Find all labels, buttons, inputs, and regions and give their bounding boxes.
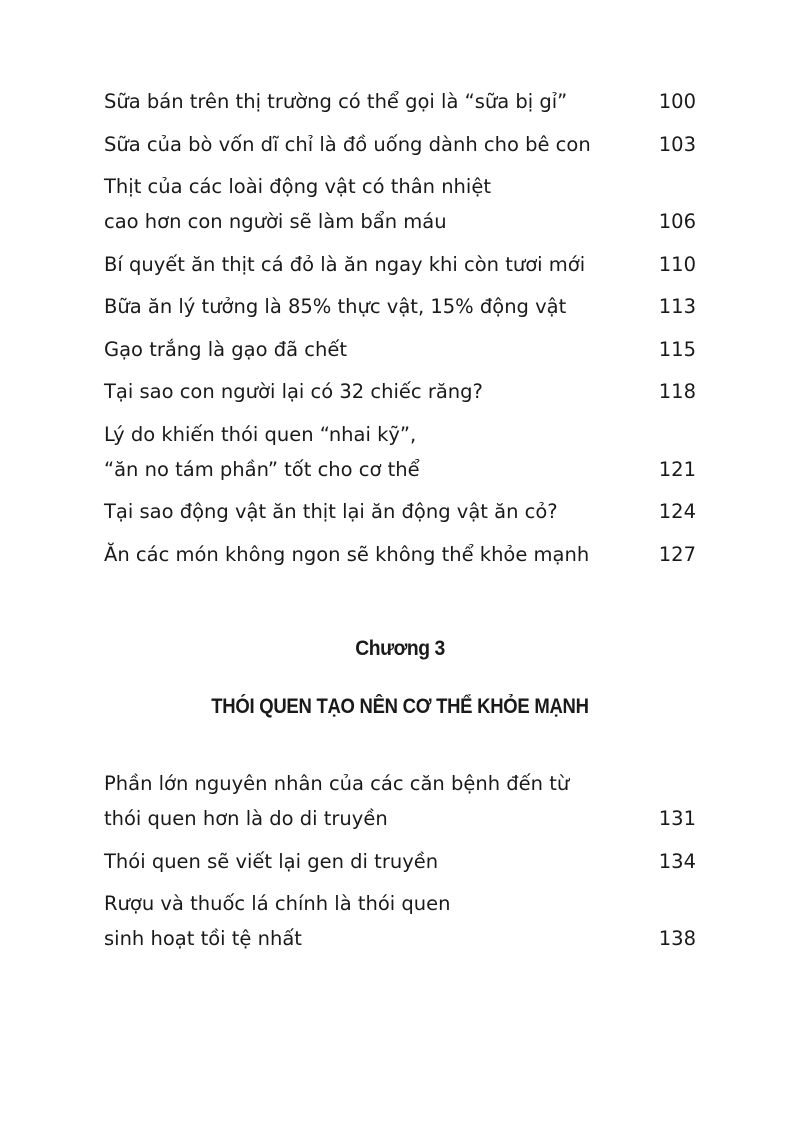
toc-entry [104, 332, 696, 367]
toc-entry-page: 118 [658, 380, 696, 403]
toc-entry-page: 127 [658, 542, 696, 566]
toc-entry-title: Phần lớn nguyên nhân của các căn bệnh đến từ thói quen hơn là do di truyền [104, 772, 570, 830]
toc-entry-title: Rượu và thuốc lá chính là thói quen sinh hoạt tồi tệ nhất [104, 892, 451, 950]
toc-entry [104, 766, 696, 836]
toc-entry-page: 110 [658, 252, 696, 276]
toc-entry [104, 289, 696, 324]
toc-entry-page: 103 [658, 132, 696, 156]
toc-entry-title: Sữa bán trên thị trường có thể gọi là “sữa bị gỉ” [104, 90, 568, 113]
toc-entry-title: Lý do khiến thói quen “nhai kỹ”, “ăn no tám phần” tốt cho cơ thể [104, 422, 420, 481]
toc-entry-title: Thói quen sẽ viết lại gen di truyền [104, 849, 439, 873]
toc-entry [104, 84, 696, 119]
chapter-title: THÓI QUEN TẠO NÊN CƠ THỂ KHỎE MẠNH [211, 695, 589, 718]
toc-entry-page: 115 [658, 337, 696, 361]
toc-entry-page: 113 [658, 295, 696, 318]
toc-list-chapter-2 [104, 84, 696, 579]
toc-entry-title: Ăn các món không ngon sẽ không thể khỏe mạnh [104, 542, 590, 566]
toc-entry [104, 247, 696, 282]
toc-entry [104, 844, 696, 879]
toc-entry [104, 537, 696, 572]
toc-entry-page: 100 [658, 90, 696, 113]
toc-entry [104, 886, 696, 956]
toc-entry-title: Thịt của các loài động vật có thân nhiệt cao hơn con người sẽ làm bẩn máu [104, 175, 491, 233]
toc-entry-page: 138 [658, 927, 696, 950]
toc-entry-page: 121 [658, 457, 696, 481]
chapter-label: Chương 3 [355, 637, 445, 660]
toc-entry-title: Bữa ăn lý tưởng là 85% thực vật, 15% động vật [104, 295, 567, 318]
toc-entry-page: 106 [658, 210, 696, 233]
toc-entry [104, 417, 696, 487]
toc-entry [104, 169, 696, 239]
toc-entry-page: 131 [658, 807, 696, 830]
toc-entry [104, 127, 696, 162]
toc-entry-title: Tại sao động vật ăn thịt lại ăn động vật ăn cỏ? [104, 500, 558, 523]
toc-entry-title: Tại sao con người lại có 32 chiếc răng? [104, 380, 483, 403]
toc-entry-page: 124 [658, 500, 696, 523]
toc-entry-title: Gạo trắng là gạo đã chết [104, 337, 348, 361]
toc-entry [104, 494, 696, 529]
toc-entry-title: Bí quyết ăn thịt cá đỏ là ăn ngay khi còn tươi mới [104, 252, 586, 276]
toc-entry-title: Sữa của bò vốn dĩ chỉ là đồ uống dành cho bê con [104, 132, 591, 156]
toc-entry-page: 134 [658, 849, 696, 873]
toc-entry [104, 374, 696, 409]
toc-list-chapter-3 [104, 766, 696, 964]
